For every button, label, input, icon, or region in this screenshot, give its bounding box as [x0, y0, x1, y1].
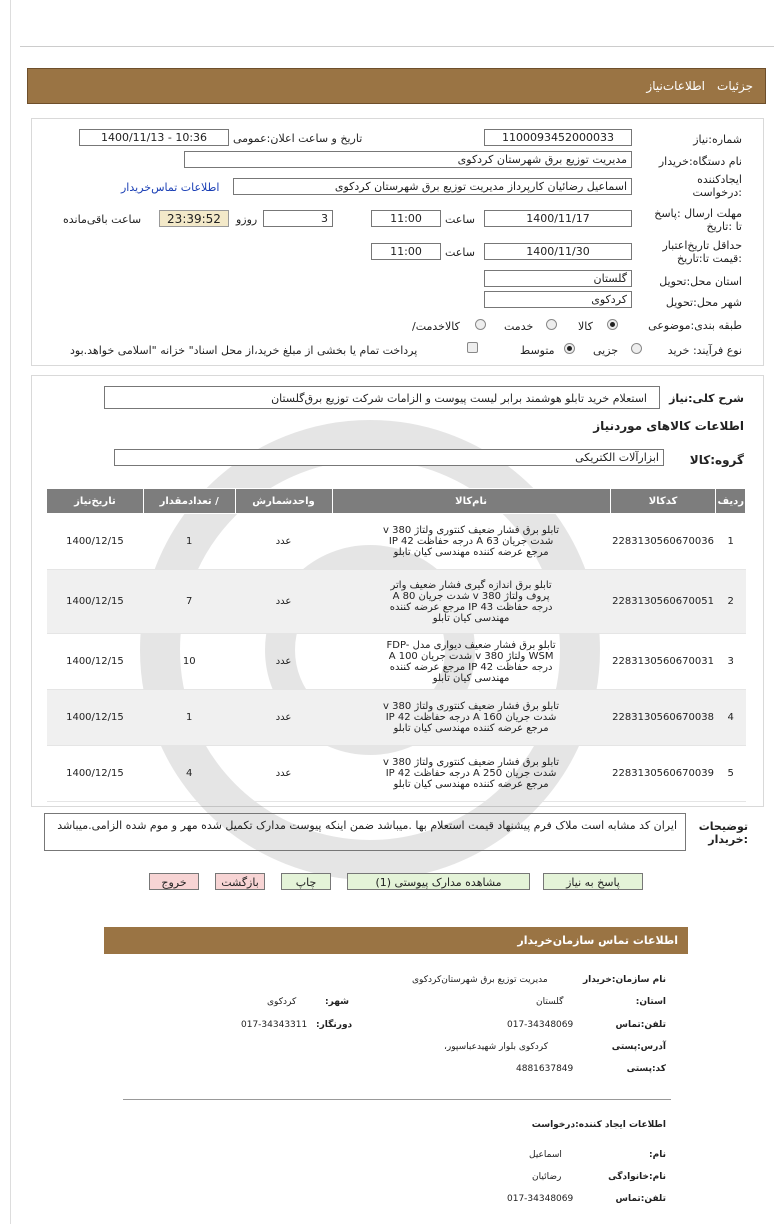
contact-fax-label: :دورنگار	[316, 1020, 353, 1030]
row-qty: 7	[143, 570, 235, 634]
goods-group-field[interactable]: ابزارآلات الکتریکی	[114, 449, 664, 466]
row-date: 1400/12/15	[47, 570, 144, 634]
goods-info-title: اطلاعات کالاهای موردنیاز	[593, 419, 744, 433]
category-label: طبقه بندی:موضوعی	[648, 319, 742, 332]
col-header-row: ردیف	[716, 489, 746, 514]
goods-table	[46, 488, 746, 802]
city-field[interactable]: کردکوی	[484, 291, 632, 308]
row-unit: عدد	[235, 634, 332, 690]
buyer-contact-link[interactable]: اطلاعات تماس‌خریدار	[121, 181, 220, 194]
category-service-label: خدمت	[504, 320, 534, 333]
need-number-label: شماره:نیاز	[693, 133, 742, 146]
province-field[interactable]: گلستان	[484, 270, 632, 287]
announce-label: تاریخ و ساعت اعلان:عمومی	[233, 132, 363, 145]
row-qty: 1	[143, 690, 235, 746]
contact-phone-label: تلفن:تماس	[615, 1020, 666, 1030]
col-header-date: تاریخ‌نیاز	[47, 489, 144, 514]
need-number-field[interactable]: 1100093452000033	[484, 129, 632, 146]
summary-field[interactable]: استعلام خرید تابلو هوشمند برابر لیست پیوست و الزامات شرکت توزیع برق‌گلستان	[104, 386, 660, 409]
city-label: شهر محل:تحویل	[665, 296, 742, 309]
row-date: 1400/12/15	[47, 514, 144, 570]
tab-need-info[interactable]: اطلاعات‌نیاز	[646, 79, 705, 93]
days-label: روزو	[236, 213, 258, 226]
buyer-notes-label: توضیحات :خریدار	[698, 820, 748, 846]
tabs-header-bar	[27, 68, 766, 104]
row-code: 2283130560670031	[610, 634, 716, 690]
creator-name-value: اسماعیل	[529, 1150, 562, 1160]
reply-button[interactable]: پاسخ به نیاز	[543, 873, 643, 890]
creator-phone-label: تلفن:تماس	[615, 1194, 666, 1204]
col-header-code: کدکالا	[610, 489, 716, 514]
category-goods-service-label: /کالاخدمت	[412, 320, 460, 333]
category-service-radio[interactable]	[546, 319, 557, 330]
treasury-payment-checkbox[interactable]	[467, 342, 478, 353]
validity-label: حداقل تاریخ‌اعتبار :قیمت تا:تاریخ	[662, 239, 742, 265]
row-unit: عدد	[235, 690, 332, 746]
row-code: 2283130560670039	[610, 746, 716, 802]
creator-info-title: اطلاعات ایجاد کننده:درخواست	[531, 1120, 666, 1130]
treasury-payment-note: پرداخت تمام یا بخشی از مبلغ خرید،از محل اسناد" خزانه "اسلامی خواهد.بود	[70, 344, 418, 357]
tab-details[interactable]: جزئیات	[717, 79, 753, 93]
exit-button[interactable]: خروج	[149, 873, 199, 890]
category-goods-radio[interactable]	[607, 319, 618, 330]
row-qty: 10	[143, 634, 235, 690]
table-row[interactable]	[47, 570, 746, 634]
buyer-org-field[interactable]: مدیریت توزیع برق شهرستان کردکوی	[184, 151, 632, 168]
row-qty: 4	[143, 746, 235, 802]
row-code: 2283130560670038	[610, 690, 716, 746]
remaining-time-counter: 23:39:52	[159, 210, 229, 227]
table-row[interactable]	[47, 690, 746, 746]
row-name: تابلو برق فشار ضعیف دیواری مدل FDP-WSM ولتاژ v 380 شدت جریان A 100 درجه حفاظت IP 42 مرجع عرضه کننده مهندسی کیان تابلو	[332, 634, 610, 690]
creator-family-label: نام:خانوادگی	[608, 1172, 666, 1182]
row-number: 2	[716, 570, 746, 634]
process-partial-label: جزیی	[593, 344, 619, 357]
buyer-org-label: نام دستگاه:خریدار	[658, 155, 742, 168]
col-header-name: نام‌کالا	[332, 489, 610, 514]
contact-city-value: کردکوی	[267, 997, 297, 1007]
category-goods-label: کالا	[578, 320, 593, 333]
contact-org-label: نام سازمان:خریدار	[582, 975, 666, 985]
deadline-time-field[interactable]: 11:00	[371, 210, 441, 227]
contact-address-value: ،کردکوی بلوار شهیدعباسپور	[444, 1042, 549, 1052]
row-qty: 1	[143, 514, 235, 570]
page-left-border	[10, 0, 11, 1224]
table-row[interactable]	[47, 634, 746, 690]
row-name: تابلو برق فشار ضعیف کنتوری ولتاژ v 380 شدت جریان A 250 درجه حفاظت IP 42 مرجع عرضه کننده مهندسی کیان تابلو	[332, 746, 610, 802]
table-row[interactable]	[47, 514, 746, 570]
row-unit: عدد	[235, 514, 332, 570]
row-code: 2283130560670051	[610, 570, 716, 634]
row-name: تابلو برق فشار ضعیف کنتوری ولتاژ v 380 شدت جریان A 160 درجه حفاظت IP 42 مرجع عرضه کننده مهندسی کیان تابلو	[332, 690, 610, 746]
row-date: 1400/12/15	[47, 634, 144, 690]
process-partial-radio[interactable]	[631, 343, 642, 354]
contact-fax-value: 017-34343311	[241, 1020, 308, 1030]
deadline-label: مهلت ارسال :پاسخ تا :تاریخ	[654, 207, 742, 233]
row-number: 4	[716, 690, 746, 746]
creator-field[interactable]: اسماعیل رضائیان کارپرداز مدیریت توزیع برق شهرستان کردکوی	[233, 178, 632, 195]
category-goods-service-radio[interactable]	[475, 319, 486, 330]
deadline-date-field[interactable]: 1400/11/17	[484, 210, 632, 227]
contact-phone-value: 017-34348069	[507, 1020, 574, 1030]
print-button[interactable]: چاپ	[281, 873, 331, 890]
row-name: تابلو برق فشار ضعیف کنتوری ولتاژ v 380 شدت جریان A 63 درجه حفاظت IP 42 مرجع عرضه کننده مهندسی کیان تابلو	[332, 514, 610, 570]
announce-datetime-field[interactable]: 1400/11/13 - 10:36	[79, 129, 229, 146]
process-medium-radio[interactable]	[564, 343, 575, 354]
contact-province-value: گلستان	[536, 997, 564, 1007]
col-header-qty: / تعدادمقدار	[143, 489, 235, 514]
contact-divider	[123, 1099, 671, 1100]
row-date: 1400/12/15	[47, 746, 144, 802]
contact-city-label: :شهر	[325, 997, 349, 1007]
province-label: استان محل:تحویل	[659, 275, 742, 288]
validity-time-field[interactable]: 11:00	[371, 243, 441, 260]
table-header-row	[47, 489, 746, 514]
remaining-label: ساعت باقی‌مانده	[63, 213, 142, 226]
contact-org-value: مدیریت توزیع برق شهرستان‌کردکوی	[412, 975, 548, 985]
contact-postal-label: کد:پستی	[626, 1064, 666, 1074]
creator-label: ایجادکننده :درخواست	[692, 173, 742, 199]
creator-name-label: :نام	[649, 1150, 666, 1160]
validity-date-field[interactable]: 1400/11/30	[484, 243, 632, 260]
row-date: 1400/12/15	[47, 690, 144, 746]
view-attachments-button[interactable]: مشاهده مدارک پیوستی (1)	[347, 873, 530, 890]
table-row[interactable]	[47, 746, 746, 802]
contact-section-header	[104, 927, 688, 954]
deadline-time-label: ساعت	[445, 213, 475, 226]
row-number: 1	[716, 514, 746, 570]
top-divider	[20, 46, 774, 47]
contact-address-label: آدرس:پستی	[611, 1042, 666, 1052]
row-unit: عدد	[235, 570, 332, 634]
contact-section-title: اطلاعات تماس سازمان‌خریدار	[517, 934, 678, 947]
creator-phone-value: 017-34348069	[507, 1194, 574, 1204]
row-number: 5	[716, 746, 746, 802]
row-name: تابلو برق اندازه گیری فشار ضعیف واتر پروف ولتاژ v 380 شدت جریان A 80 درجه حفاظت 43 IP مرجع عرضه کننده مهندسی کیان تابلو	[332, 570, 610, 634]
process-label: نوع فرآیند: خرید	[667, 344, 742, 357]
row-number: 3	[716, 634, 746, 690]
row-unit: عدد	[235, 746, 332, 802]
row-code: 2283130560670036	[610, 514, 716, 570]
creator-family-value: رضائیان	[532, 1172, 562, 1182]
back-button[interactable]: بازگشت	[215, 873, 265, 890]
contact-postal-value: 4881637849	[516, 1064, 574, 1074]
validity-time-label: ساعت	[445, 246, 475, 259]
summary-label: شرح کلی:نیاز	[669, 392, 744, 405]
col-header-unit: واحدشمارش	[235, 489, 332, 514]
process-medium-label: متوسط	[520, 344, 555, 357]
contact-province-label: :استان	[635, 997, 666, 1007]
days-field[interactable]: 3	[263, 210, 333, 227]
goods-group-label: گروه:کالا	[689, 453, 744, 467]
buyer-notes-field[interactable]: ایران کد مشابه است ملاک فرم پیشنهاد قیمت استعلام بها .میباشد ضمن اینکه پیوست مدارک تکمیل شده مهر و موم شده الزامی.میباشد	[44, 813, 686, 851]
